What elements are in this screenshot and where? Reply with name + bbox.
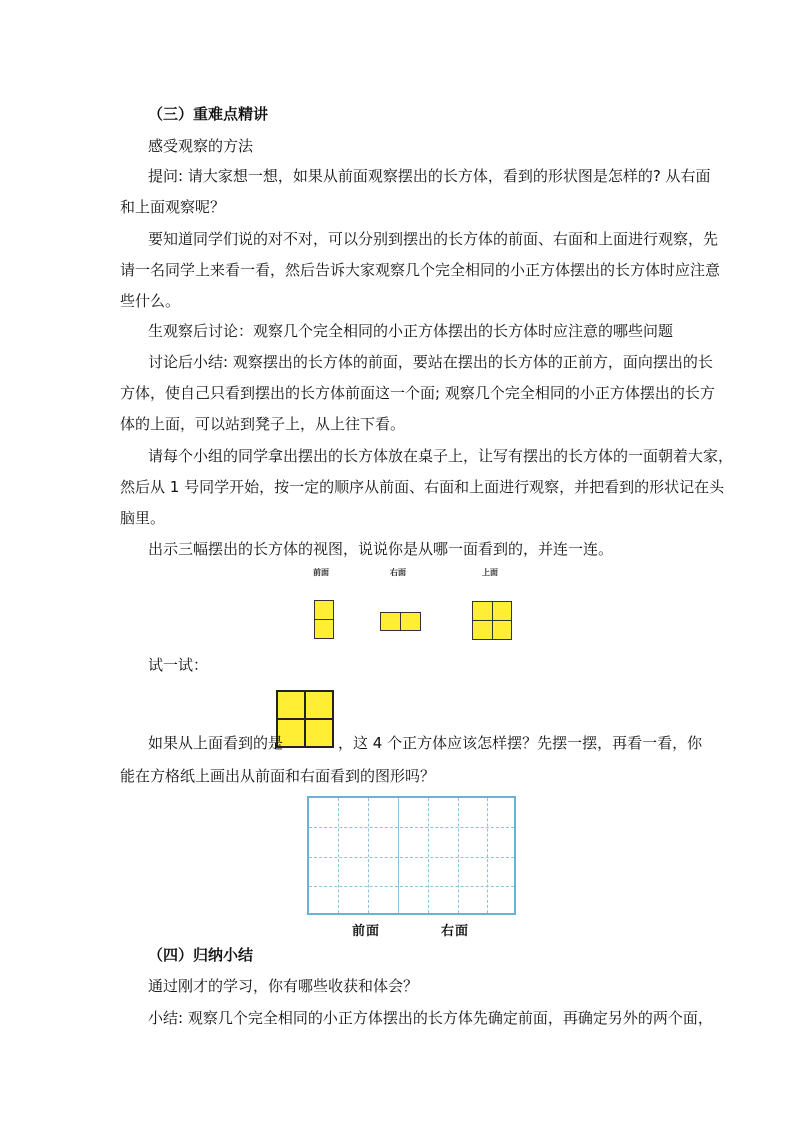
paragraph-line: 请一名同学上来看一看，然后告诉大家观察几个完全相同的小正方体摆出的长方体时应注意 <box>120 261 721 279</box>
paragraph-line: 然后从 1 号同学开始，按一定的顺序从前面、右面和上面进行观察，并把看到的形状记在头 <box>120 478 725 496</box>
grid-line <box>338 798 339 913</box>
grid-line <box>487 798 488 913</box>
view-label-top: 上面 <box>482 567 498 577</box>
cube-face <box>380 612 401 631</box>
section-title-4: （四）归纳小结 <box>148 946 254 964</box>
paragraph-line: 提问: 请大家想一想，如果从前面观察摆出的长方体，看到的形状图是怎样的? 从右面 <box>148 167 711 185</box>
cube-face <box>400 612 421 631</box>
cube-face <box>492 601 512 621</box>
paragraph-line: 通过刚才的学习，你有哪些收获和体会？ <box>148 977 419 995</box>
cube-face <box>472 601 493 621</box>
paragraph-line: 感受观察的方法 <box>148 137 254 155</box>
paragraph-line: ，这 4 个正方体应该怎样摆？先摆一摆，再看一看，你 <box>338 734 703 752</box>
paragraph-line: 体的上面，可以站到凳子上，从上往下看。 <box>120 415 406 433</box>
paragraph-line: 脑里。 <box>120 509 166 527</box>
paragraph-line: 方体，使自己只看到摆出的长方体前面这一个面; 观察几个完全相同的小正方体摆出的长方 <box>120 384 715 402</box>
paragraph-line: 如果从上面看到的是 <box>148 734 284 752</box>
grid-line <box>368 798 369 913</box>
cube-face <box>304 690 334 720</box>
view-label-front: 前面 <box>313 567 329 577</box>
paragraph-line: 生观察后讨论：观察几个完全相同的小正方体摆出的长方体时应注意的哪些问题 <box>148 322 674 340</box>
cube-face <box>314 619 334 639</box>
grid-line <box>398 798 399 913</box>
cube-face <box>492 620 512 640</box>
cube-face <box>304 718 334 748</box>
paragraph-line: 请每个小组的同学拿出摆出的长方体放在桌子上，让写有摆出的长方体的一面朝着大家， <box>148 447 734 465</box>
grid-line <box>309 857 514 858</box>
paragraph-line: 出示三幅摆出的长方体的视图，说说你是从哪一面看到的，并连一连。 <box>148 540 614 558</box>
grid-line <box>428 798 429 913</box>
section-title-3: （三）重难点精讲 <box>148 105 269 123</box>
paragraph-line: 能在方格纸上画出从前面和右面看到的图形吗？ <box>120 767 436 785</box>
paragraph-line: 试一试： <box>148 656 209 674</box>
cube-face <box>314 600 334 620</box>
paragraph-line: 些什么。 <box>120 292 181 310</box>
cube-face <box>276 690 306 720</box>
view-label-right: 右面 <box>390 567 406 577</box>
cube-face <box>472 620 493 640</box>
paragraph-line: 和上面观察呢？ <box>120 198 226 216</box>
grid-line <box>309 886 514 887</box>
grid-line <box>458 798 459 913</box>
grid-label-right: 右面 <box>441 924 470 939</box>
grid-label-front: 前面 <box>352 924 381 939</box>
grid-line <box>309 827 514 828</box>
paragraph-line: 讨论后小结: 观察摆出的长方体的前面，要站在摆出的长方体的正前方，面向摆出的长 <box>148 353 713 371</box>
paragraph-line: 小结: 观察几个完全相同的小正方体摆出的长方体先确定前面，再确定另外的两个面， <box>148 1009 713 1027</box>
paragraph-line: 要知道同学们说的对不对，可以分别到摆出的长方体的前面、右面和上面进行观察，先 <box>148 230 719 248</box>
grid-paper <box>307 796 516 915</box>
